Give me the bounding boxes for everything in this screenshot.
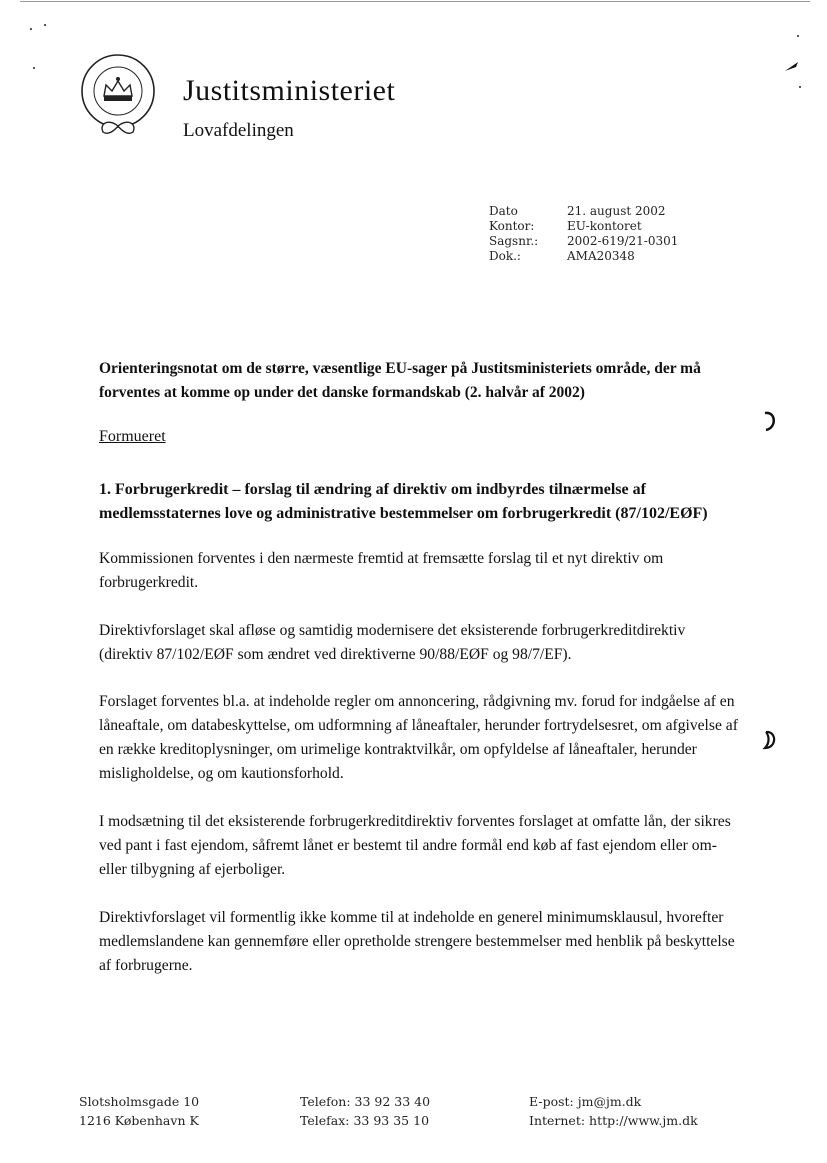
body-paragraph: Direktivforslaget vil formentlig ikke komme til at indeholde en generel minimumsklausul, hvorefter medlemslandene kan gennemføre eller opretholde strengere bestemmelser med henblik på beskyttelse af forbrugerne. xyxy=(99,909,735,974)
footer-phone: Telefon: 33 92 33 40 xyxy=(300,1094,431,1109)
meta-row-document-id xyxy=(489,249,678,264)
meta-label: Sagsnr.: xyxy=(489,234,539,248)
body-paragraph: Direktivforslaget skal afløse og samtidig modernisere det eksisterende forbrugerkreditdirektiv (direktiv 87/102/EØF som ændret ved direktiverne 90/88/EØF og 98/7/EF). xyxy=(99,622,686,663)
scan-speck xyxy=(33,67,35,69)
ministry-seal xyxy=(77,52,159,136)
meta-label: Kontor: xyxy=(489,219,535,233)
document-title: Orienteringsnotat om de større, væsentlige EU-sager på Justitsministeriets område, der må forventes at komme op under det danske formandskab (2. halvår af 2002) xyxy=(99,360,701,401)
ink-mark-icon xyxy=(784,60,800,72)
footer-address xyxy=(79,1092,199,1130)
meta-value: EU-kontoret xyxy=(567,219,642,233)
meta-value: 2002-619/21-0301 xyxy=(567,234,679,248)
meta-value: AMA20348 xyxy=(567,249,635,263)
footer-city: 1216 København K xyxy=(79,1113,199,1128)
section-heading: Formueret xyxy=(99,428,166,445)
punch-hole-mark-icon xyxy=(762,410,778,432)
footer-website: Internet: http://www.jm.dk xyxy=(529,1113,698,1128)
document-meta-block xyxy=(489,204,678,264)
department-name: Lovafdelingen xyxy=(183,120,294,141)
meta-row-date xyxy=(489,204,678,219)
scan-speck xyxy=(799,86,801,88)
punch-hole-mark-icon xyxy=(762,729,778,751)
item-heading: 1. Forbrugerkredit – forslag til ændring af direktiv om indbyrdes tilnærmelse af medlemsstaternes love og administrative bestemmelser om forbrugerkredit (87/102/EØF) xyxy=(99,481,708,522)
body-paragraph: I modsætning til det eksisterende forbrugerkreditdirektiv forventes forslaget at omfatte lån, der sikres ved pant i fast ejendom, såfremt lånet er bestemt til andre formål end køb af fast ejendom eller om- eller tilbygning af ejerboliger. xyxy=(99,813,731,878)
meta-label: Dato xyxy=(489,204,518,218)
scan-speck xyxy=(30,28,32,30)
meta-label: Dok.: xyxy=(489,249,521,263)
footer-phone-block xyxy=(300,1092,430,1130)
ministry-name: Justitsministeriet xyxy=(183,74,396,107)
meta-row-office xyxy=(489,219,678,234)
footer-email: E-post: jm@jm.dk xyxy=(529,1094,642,1109)
top-scan-rule xyxy=(20,1,810,2)
meta-row-case-number xyxy=(489,234,678,249)
body-paragraph: Forslaget forventes bl.a. at indeholde regler om annoncering, rådgivning mv. forud for indgåelse af en låneaftale, om databeskyttelse, om udformning af låneaftaler, herunder fortrydelsesret, om afgivelse af en række kreditoplysninger, om urimelige kontraktvilkår, om opfyldelse af låneaftaler, herunder misligholdelse, og om kautionsforhold. xyxy=(99,693,738,782)
footer-fax: Telefax: 33 93 35 10 xyxy=(300,1113,430,1128)
scan-speck xyxy=(797,35,799,37)
scan-speck xyxy=(44,24,46,26)
footer-contact-block xyxy=(529,1092,698,1130)
meta-value: 21. august 2002 xyxy=(567,204,666,218)
body-paragraph: Kommissionen forventes i den nærmeste fremtid at fremsætte forslag til et nyt direktiv om forbrugerkredit. xyxy=(99,550,664,591)
footer-street: Slotsholmsgade 10 xyxy=(79,1094,200,1109)
